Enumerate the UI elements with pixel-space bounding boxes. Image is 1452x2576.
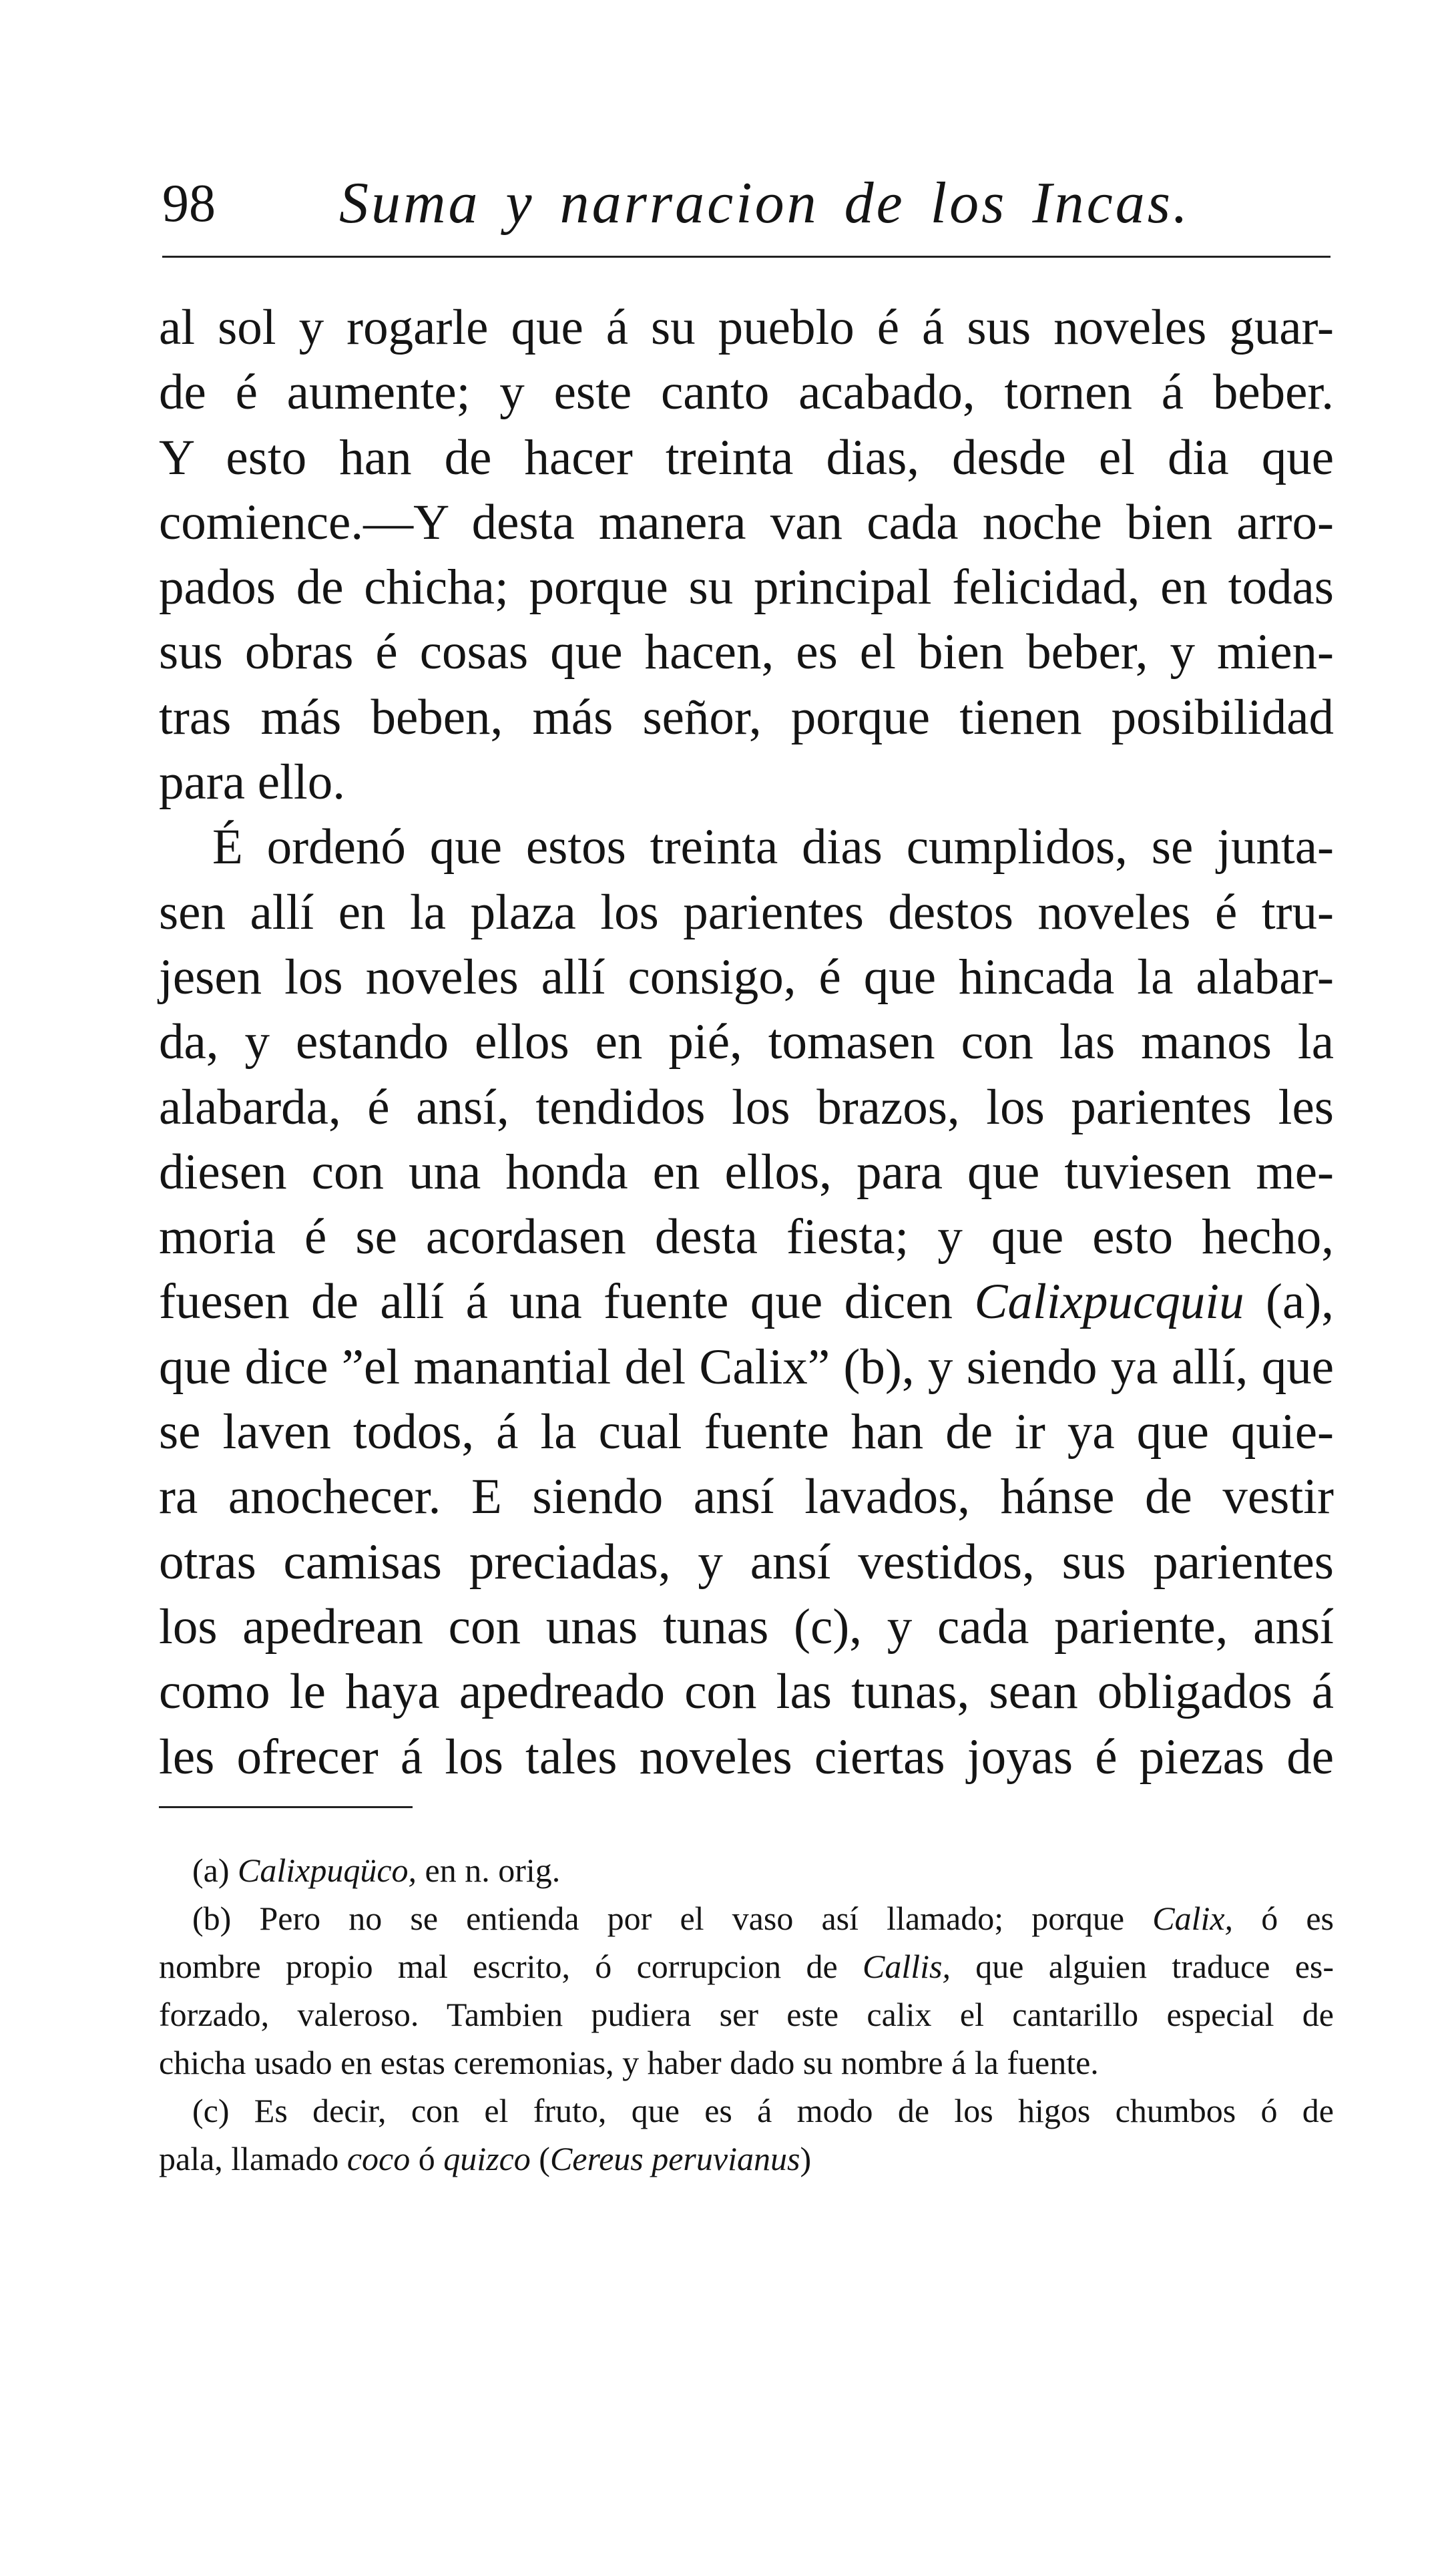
text-line: alabarda, é ansí, tendidos los brazos, los parientes les [159,1079,1334,1135]
calix-word: Calixpucquiu [974,1274,1244,1330]
footnote-c-line: (c) Es decir, con el fruto, que es á modo de los higos chumbos ó de [192,2092,1334,2129]
text-line: se laven todos, á la cual fuente han de ir ya que quie- [159,1404,1334,1460]
text-line: sus obras é cosas que hacen, es el bien beber, y mien- [159,624,1334,680]
text-line: que dice ”el manantial del Calix” (b), y siendo ya allí, que [159,1339,1334,1395]
footnote-italic: coco [346,2140,411,2177]
text-line: moria é se acordasen desta fiesta; y que esto hecho, [159,1209,1334,1265]
text-line: da, y estando ellos en pié, tomasen con las manos la [159,1014,1334,1070]
footnote-text: (b) Pero no se entienda por el vaso así llamado; porque [192,1900,1125,1937]
body-text [159,295,1334,1789]
footnote-b-line [159,1894,1334,1942]
page-number: 98 [162,174,216,233]
text-line: para ello. [159,755,346,811]
footnote-italic: Callis, [862,1948,951,1985]
text-line: pados de chicha; porque su principal felicidad, en todas [159,560,1334,616]
header-rule [162,256,1330,258]
text-line: sen allí en la plaza los parientes destos noveles é tru- [159,884,1334,940]
text-line: otras camisas preciadas, y ansí vestidos, sus parientes [159,1534,1334,1590]
footnote-text: pala, llamado [159,2140,339,2177]
footnote-c-line [159,2135,1334,2183]
text-line: É ordenó que estos treinta dias cumplidos, se junta- [212,819,1334,875]
text-line: al sol y rogarle que á su pueblo é á sus noveles guar- [159,300,1334,355]
footnote-text: ( [539,2140,550,2177]
footnote-text: que alguien traduce es- [975,1948,1334,1985]
footnote-label: (a) [192,1852,230,1889]
text-line: Y esto han de hacer treinta dias, desde el dia que [159,429,1334,485]
footnote-text: ) [800,2140,812,2177]
footnote-rule [159,1806,413,1808]
footnotes [159,1846,1334,2183]
note-ref-a: (a), [1266,1274,1335,1330]
page-header [162,167,1330,240]
running-title: Suma y narracion de los Incas. [339,171,1190,236]
footnote-text: ó es [1261,1900,1334,1937]
footnote-b-line [159,1942,1334,1990]
footnote-b-line: forzado, valeroso. Tambien pudiera ser este calix el cantarillo especial de [159,1996,1334,2033]
text-line: de é aumente; y este canto acabado, tornen á beber. [159,365,1334,421]
footnote-text: ó [418,2140,435,2177]
text-line: como le haya apedreado con las tunas, sean obligados á [159,1664,1334,1720]
footnote-b-line: chicha usado en estas ceremonias, y haber dado su nombre á la fuente. [159,2044,1099,2081]
text-line: tras más beben, más señor, porque tienen posibilidad [159,689,1334,745]
text-line: ra anochecer. E siendo ansí lavados, hánse de vestir [159,1469,1334,1525]
text-line-calix [159,1269,1334,1334]
footnote-text: nombre propio mal escrito, ó corrupcion de [159,1948,838,1985]
text-line: les ofrecer á los tales noveles ciertas joyas é piezas de [159,1729,1334,1785]
footnote-italic: Calixpuqüco, [238,1852,417,1889]
text-line: los apedrean con unas tunas (c), y cada pariente, ansí [159,1598,1334,1655]
text-segment: fuesen de allí á una fuente que dicen [159,1274,953,1330]
footnote-text: en n. orig. [425,1852,561,1889]
text-line: diesen con una honda en ellos, para que tuviesen me- [159,1144,1334,1200]
footnote-a [159,1846,1334,1894]
text-line: jesen los noveles allí consigo, é que hincada la alabar- [159,949,1334,1005]
footnote-italic: Cereus peruvianus [549,2140,800,2177]
footnote-italic: Calix, [1152,1900,1234,1937]
text-line: comience.—Y desta manera van cada noche bien arro- [159,494,1334,550]
footnote-italic: quizco [443,2140,531,2177]
